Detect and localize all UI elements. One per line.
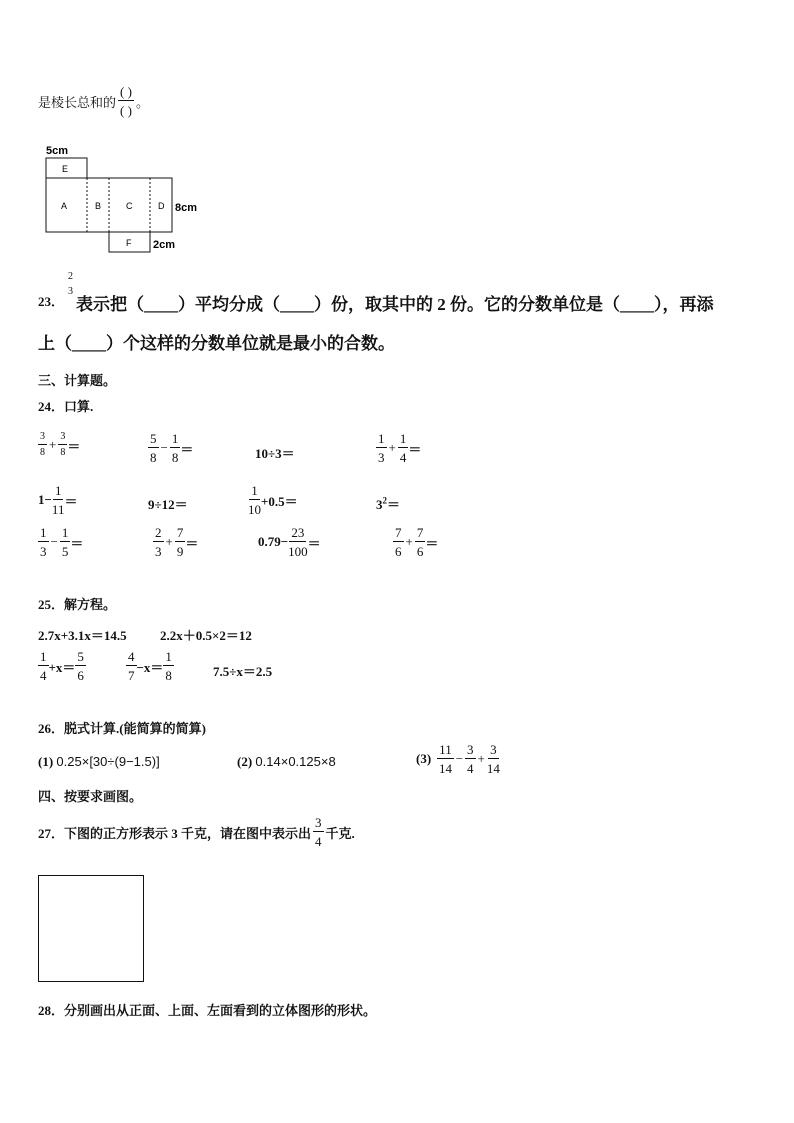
face-e: E xyxy=(62,164,69,174)
q24-item-1: $\frac{3}{8}$ + $\frac{3}{8}$ ＝ xyxy=(40,431,81,458)
square-box xyxy=(38,875,144,982)
q25-equation-2: 2.2x＋0.5×2＝12 xyxy=(160,628,252,643)
q24-item-3: 10÷3＝ xyxy=(255,446,295,461)
label-5cm: 5cm xyxy=(46,145,69,157)
label-8cm: 8cm xyxy=(175,202,198,214)
q23-line1: 表示把（____）平均分成（____）份，取其中的 2 份。它的分数单位是（____），再添 xyxy=(76,295,714,314)
q24-item-7: $\frac{1}{10}$ +0.5＝ xyxy=(248,483,298,517)
q27-text: 27．下图的正方形表示 3 千克，请在图中表示出 $\frac{3}{4}$ 千克. xyxy=(38,815,355,849)
cube-net-diagram xyxy=(38,140,218,258)
q24-item-8: $3^2=$ xyxy=(376,495,401,512)
q23-line2: 上（____）个这样的分数单位就是最小的合数。 xyxy=(38,334,395,353)
q24-item-9: $\frac{1}{3}$ − $\frac{1}{5}$ ＝ xyxy=(40,525,84,559)
q24-item-2: $\frac{5}{8}$ − $\frac{1}{8}$ ＝ xyxy=(150,431,194,465)
blank-fraction: $\frac{( )}{( )}$ xyxy=(120,84,132,118)
face-d: D xyxy=(158,201,165,211)
q25-title: 25．解方程。 xyxy=(38,597,117,612)
q25-equation-5: 7.5÷x＝2.5 xyxy=(213,664,273,679)
q25-equation-1: 2.7x+3.1x＝14.5 xyxy=(38,628,127,643)
q24-title: 24．口算. xyxy=(38,399,94,414)
q26-part-1: (1) 0.25×[30÷(9−1.5)] xyxy=(38,754,160,769)
q26-part-2: (2) 0.14×0.125×8 xyxy=(237,754,336,769)
q24-item-10: $\frac{2}{3}$ + $\frac{7}{9}$ ＝ xyxy=(155,525,199,559)
q25-equation-4: $\frac{4}{7}$ −x＝ $\frac{1}{8}$ xyxy=(128,649,172,683)
q24-item-4: $\frac{1}{3}$ + $\frac{1}{4}$ ＝ xyxy=(378,431,422,465)
q24-item-12: $\frac{7}{6}$ + $\frac{7}{6}$ ＝ xyxy=(395,525,439,559)
q26-part-3: (3) $\frac{11}{14}$ − $\frac{3}{4}$ + $\frac{3}{14}$ xyxy=(416,742,500,776)
q24-item-11: 0.79− $\frac{23}{100}$ ＝ xyxy=(258,525,321,559)
question-23: 23． 2 3 表示把（____）平均分成（____）份，取其中的 2 份。它的分数单位是（____），再添 上（____）个这样的分数单位就是最小的合数。 xyxy=(38,272,768,354)
face-f: F xyxy=(126,238,132,248)
q28-text: 28．分别画出从正面、上面、左面看到的立体图形的形状。 xyxy=(38,1003,377,1018)
top-line: 是棱长总和的 $\frac{( )}{( )}$ 。 xyxy=(38,84,149,118)
face-b: B xyxy=(95,201,102,211)
q24-item-5: 1− $\frac{1}{11}$ ＝ xyxy=(38,483,78,517)
q25-equation-3: $\frac{1}{4}$ +x＝ $\frac{5}{6}$ xyxy=(40,649,84,683)
q24-item-6: 9÷12＝ xyxy=(148,497,188,512)
label-2cm: 2cm xyxy=(153,239,176,251)
q26-title: 26．脱式计算.(能简算的简算) xyxy=(38,721,206,736)
face-c: C xyxy=(126,201,133,211)
top-text: 是棱长总和的 xyxy=(38,94,117,110)
fraction-2-3: 2 3 xyxy=(68,271,74,297)
section-4-heading: 四、按要求画图。 xyxy=(38,789,143,804)
face-a: A xyxy=(61,201,68,211)
section-3-heading: 三、计算题。 xyxy=(38,373,117,388)
